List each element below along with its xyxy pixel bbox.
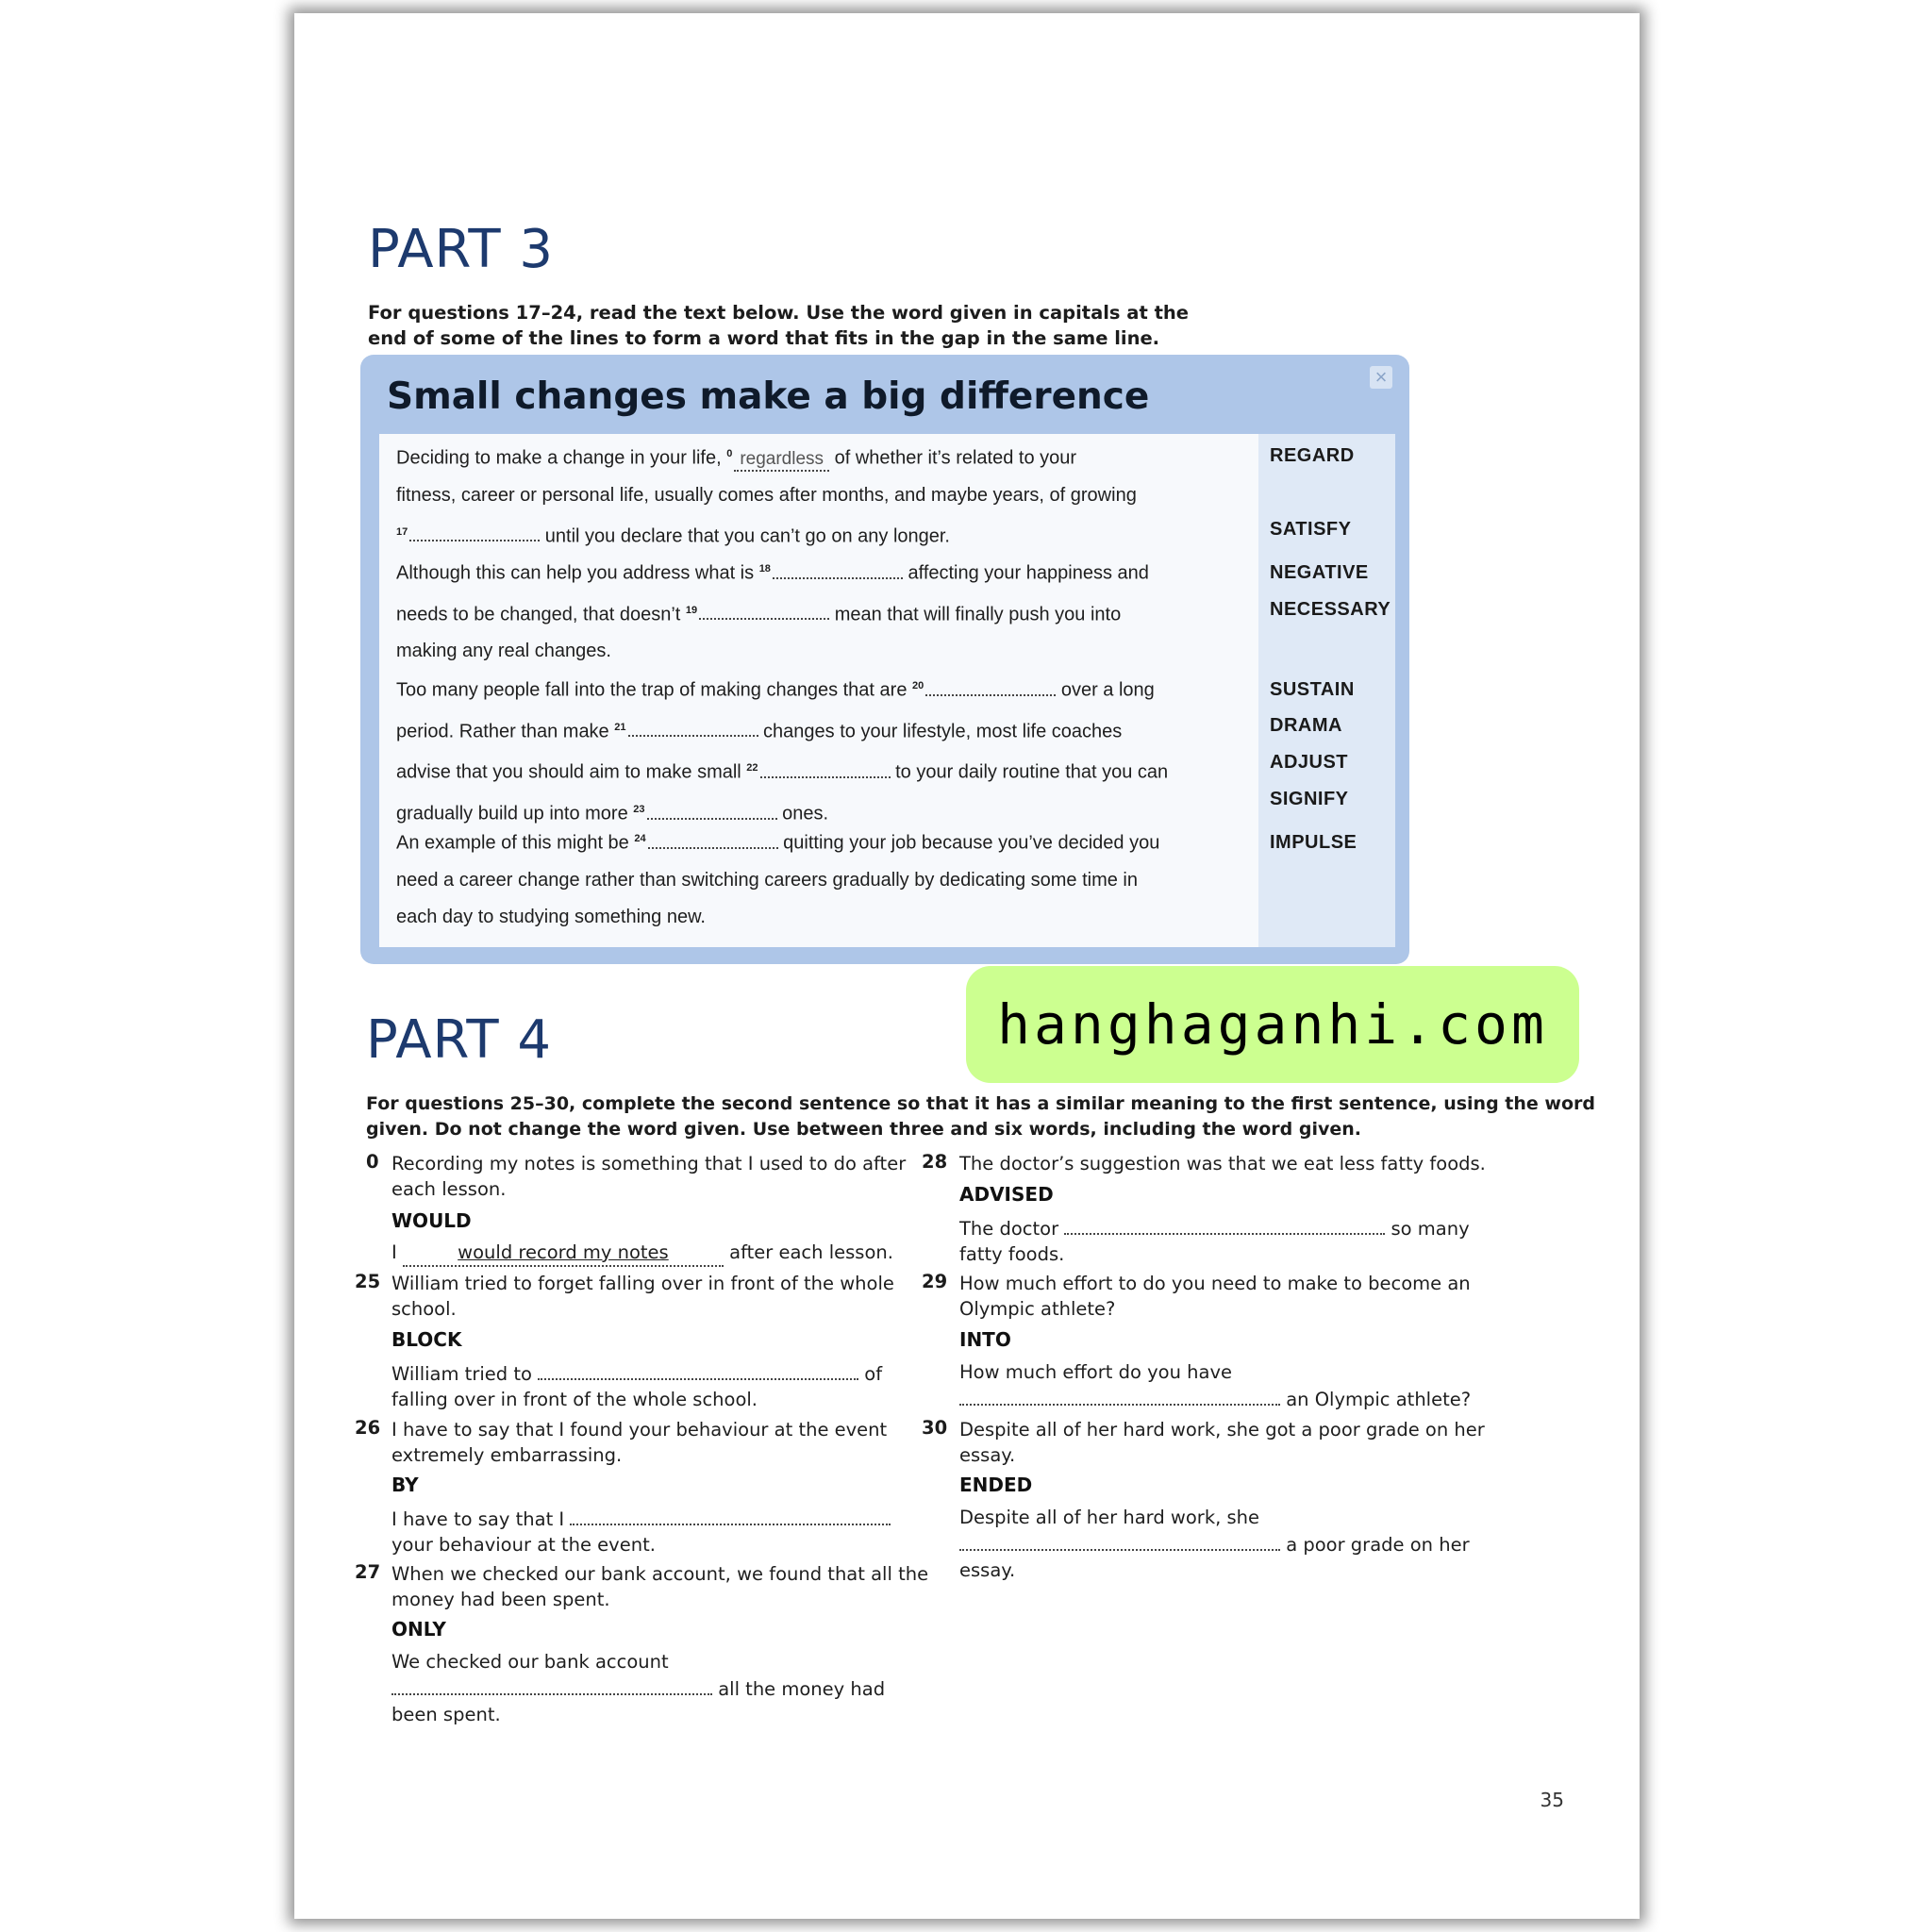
gap-number-22: 22 xyxy=(746,762,758,774)
p2-line2-start: needs to be changed, that doesn’t xyxy=(396,604,686,625)
question-0 xyxy=(391,1151,920,1202)
gap-number-21: 21 xyxy=(614,721,626,733)
gap-21-input[interactable] xyxy=(628,714,758,737)
question-25 xyxy=(391,1271,920,1322)
page-number: 35 xyxy=(1540,1789,1564,1811)
q0-example-answer: would record my notes xyxy=(403,1240,724,1267)
gap-number-23: 23 xyxy=(633,803,645,815)
q27-answer-input[interactable] xyxy=(391,1674,712,1695)
p4-line1-start: An example of this might be xyxy=(396,832,635,854)
q30-answer-suffix: a poor grade on her xyxy=(1280,1534,1470,1556)
p4-line3: each day to studying something new. xyxy=(396,906,706,927)
q28-answer-prefix: The doctor xyxy=(959,1218,1065,1240)
gap-number-20: 20 xyxy=(912,680,924,691)
q28-answer-line2: fatty foods. xyxy=(959,1243,1065,1265)
part4-instructions-line1: For questions 25–30, complete the second sentence so that it has a similar meaning to the first sentence, using the word xyxy=(366,1093,1595,1114)
example-answer: regardless xyxy=(734,449,829,472)
p3-line2-end: changes to your lifestyle, most life coaches xyxy=(758,721,1123,742)
keyword-sustain: SUSTAIN xyxy=(1270,679,1355,700)
keyword-regard: REGARD xyxy=(1270,445,1355,466)
keyword-impulse: IMPULSE xyxy=(1270,832,1357,853)
part3-title: PART 3 xyxy=(368,219,554,280)
gap-18-input[interactable] xyxy=(773,557,903,579)
p3-line1-end: over a long xyxy=(1056,679,1155,701)
q28-answer-suffix: so many xyxy=(1385,1218,1470,1240)
keyword-adjust: ADJUST xyxy=(1270,752,1349,773)
exercise-box xyxy=(360,355,1409,964)
question-number-27: 27 xyxy=(355,1561,381,1583)
q30-keyword: ENDED xyxy=(959,1474,1033,1496)
q26-answer-prefix: I have to say that I xyxy=(391,1508,571,1530)
p2-line1-end: affecting your happiness and xyxy=(902,562,1149,584)
q25-answer-prefix: William tried to xyxy=(391,1363,539,1385)
q30-answer-input[interactable] xyxy=(959,1530,1280,1551)
q29-sentence-line1: How much effort to do you need to make to become an xyxy=(959,1273,1471,1294)
q26-keyword: BY xyxy=(391,1474,419,1496)
part3-instructions xyxy=(368,300,1189,351)
gap-number-24: 24 xyxy=(634,833,646,844)
q29-answer-line1: How much effort do you have xyxy=(959,1361,1232,1383)
gap-23-input[interactable] xyxy=(647,797,777,820)
question-number-0: 0 xyxy=(366,1151,379,1173)
paragraph-3 xyxy=(396,668,1245,833)
q29-answer-suffix: an Olympic athlete? xyxy=(1280,1389,1472,1410)
part4-title: PART 4 xyxy=(366,1009,552,1071)
keyword-satisfy: SATISFY xyxy=(1270,519,1352,540)
gap-number-18: 18 xyxy=(758,563,771,575)
q27-answer-line1: We checked our bank account xyxy=(391,1651,669,1673)
p1-line3: until you declare that you can’t go on any longer. xyxy=(540,525,950,547)
paragraph-2 xyxy=(396,551,1245,670)
p3-line4-start: gradually build up into more xyxy=(396,803,634,824)
q25-sentence-line1: William tried to forget falling over in front of the whole xyxy=(391,1273,894,1294)
q0-answer-line xyxy=(391,1240,920,1267)
p2-line2-end: mean that will finally push you into xyxy=(829,604,1122,625)
q30-sentence-line1: Despite all of her hard work, she got a poor grade on her xyxy=(959,1419,1485,1441)
q0-sentence-line1: Recording my notes is something that I used to do after xyxy=(391,1153,907,1174)
p1-line1-end: of whether it’s related to your xyxy=(829,447,1077,469)
gap-number-17: 17 xyxy=(396,525,408,538)
question-number-28: 28 xyxy=(922,1151,948,1173)
q27-answer xyxy=(391,1649,920,1727)
p3-line3-start: advise that you should aim to make small xyxy=(396,761,747,783)
q26-answer-input[interactable] xyxy=(570,1505,891,1525)
q25-answer-input[interactable] xyxy=(538,1359,858,1380)
p2-line1-start: Although this can help you address what is xyxy=(396,562,759,584)
p1-line2: fitness, career or personal life, usually comes after months, and maybe years, of growing xyxy=(396,484,1137,506)
keyword-negative: NEGATIVE xyxy=(1270,562,1369,583)
q29-sentence-line2: Olympic athlete? xyxy=(959,1298,1116,1320)
q26-answer-line2: your behaviour at the event. xyxy=(391,1534,656,1556)
q28-keyword: ADVISED xyxy=(959,1183,1054,1206)
q28-sentence-line1: The doctor’s suggestion was that we eat less fatty foods. xyxy=(959,1153,1486,1174)
q0-answer-suffix: after each lesson. xyxy=(723,1241,893,1263)
q30-answer-line1: Despite all of her hard work, she xyxy=(959,1507,1260,1528)
q0-keyword: WOULD xyxy=(391,1209,472,1232)
question-27 xyxy=(391,1561,939,1612)
q28-answer-input[interactable] xyxy=(1064,1214,1385,1235)
question-number-29: 29 xyxy=(922,1271,948,1292)
q0-answer-prefix: I xyxy=(391,1241,403,1263)
gap-number-19: 19 xyxy=(685,604,698,616)
q26-sentence-line1: I have to say that I found your behaviour at the event xyxy=(391,1419,888,1441)
q27-answer-line3: been spent. xyxy=(391,1704,501,1725)
p3-line3-end: to your daily routine that you can xyxy=(890,761,1169,783)
paragraph-1 xyxy=(396,436,1245,555)
q30-sentence-line2: essay. xyxy=(959,1444,1016,1466)
part4-instructions-line2: given. Do not change the word given. Use between three and six words, including the word given. xyxy=(366,1119,1361,1140)
question-29 xyxy=(959,1271,1488,1322)
q27-sentence-line1: When we checked our bank account, we found that all the xyxy=(391,1563,929,1585)
q29-keyword: INTO xyxy=(959,1328,1011,1351)
p4-line2: need a career change rather than switching careers gradually by dedicating some time in xyxy=(396,869,1138,891)
part3-instructions-line1: For questions 17–24, read the text below. Use the word given in capitals at the xyxy=(368,302,1190,324)
q27-sentence-line2: money had been spent. xyxy=(391,1589,610,1610)
gap-19-input[interactable] xyxy=(699,597,829,620)
q30-answer-line3: essay. xyxy=(959,1559,1016,1581)
q27-keyword: ONLY xyxy=(391,1618,446,1641)
q25-keyword: BLOCK xyxy=(391,1328,462,1351)
p1-line1-start: Deciding to make a change in your life, xyxy=(396,447,727,469)
gap-20-input[interactable] xyxy=(925,674,1056,696)
q26-sentence-line2: extremely embarrassing. xyxy=(391,1444,623,1466)
question-number-30: 30 xyxy=(922,1417,948,1439)
keyword-signify: SIGNIFY xyxy=(1270,789,1349,809)
close-icon: × xyxy=(1370,366,1392,389)
q25-sentence-line2: school. xyxy=(391,1298,457,1320)
keyword-necessary: NECESSARY xyxy=(1270,599,1391,620)
q25-answer xyxy=(391,1359,920,1412)
q25-answer-line2: falling over in front of the whole school. xyxy=(391,1389,758,1410)
gap-22-input[interactable] xyxy=(760,756,891,778)
box-title: Small changes make a big difference xyxy=(387,375,1150,418)
watermark-text: hanghaganhi.com xyxy=(997,992,1548,1057)
p2-line3: making any real changes. xyxy=(396,641,611,662)
q28-answer xyxy=(959,1214,1488,1267)
paragraph-4 xyxy=(396,821,1245,936)
q0-sentence-line2: each lesson. xyxy=(391,1178,507,1200)
question-number-25: 25 xyxy=(355,1271,381,1292)
q25-answer-suffix: of xyxy=(858,1363,883,1385)
q29-answer xyxy=(959,1359,1488,1412)
p3-line4-end: ones. xyxy=(776,803,828,824)
question-28 xyxy=(959,1151,1488,1176)
gap-24-input[interactable] xyxy=(648,826,778,849)
part3-instructions-line2: end of some of the lines to form a word that fits in the gap in the same line. xyxy=(368,327,1160,349)
keyword-drama: DRAMA xyxy=(1270,715,1342,736)
q26-answer xyxy=(391,1505,920,1557)
p4-line1-end: quitting your job because you’ve decided you xyxy=(777,832,1160,854)
question-26 xyxy=(391,1417,920,1468)
text-panel xyxy=(379,434,1258,947)
gap-number-0: 0 xyxy=(726,448,733,459)
p3-line1-start: Too many people fall into the trap of making changes that are xyxy=(396,679,913,701)
part4-instructions xyxy=(366,1091,1595,1142)
question-number-26: 26 xyxy=(355,1417,381,1439)
question-30 xyxy=(959,1417,1488,1468)
box-body xyxy=(379,434,1395,947)
q27-answer-suffix: all the money had xyxy=(712,1678,886,1700)
watermark-badge xyxy=(966,966,1579,1083)
q30-answer xyxy=(959,1505,1488,1583)
gap-17-input[interactable] xyxy=(409,519,540,541)
q29-answer-input[interactable] xyxy=(959,1385,1280,1406)
p3-line2-start: period. Rather than make xyxy=(396,721,615,742)
